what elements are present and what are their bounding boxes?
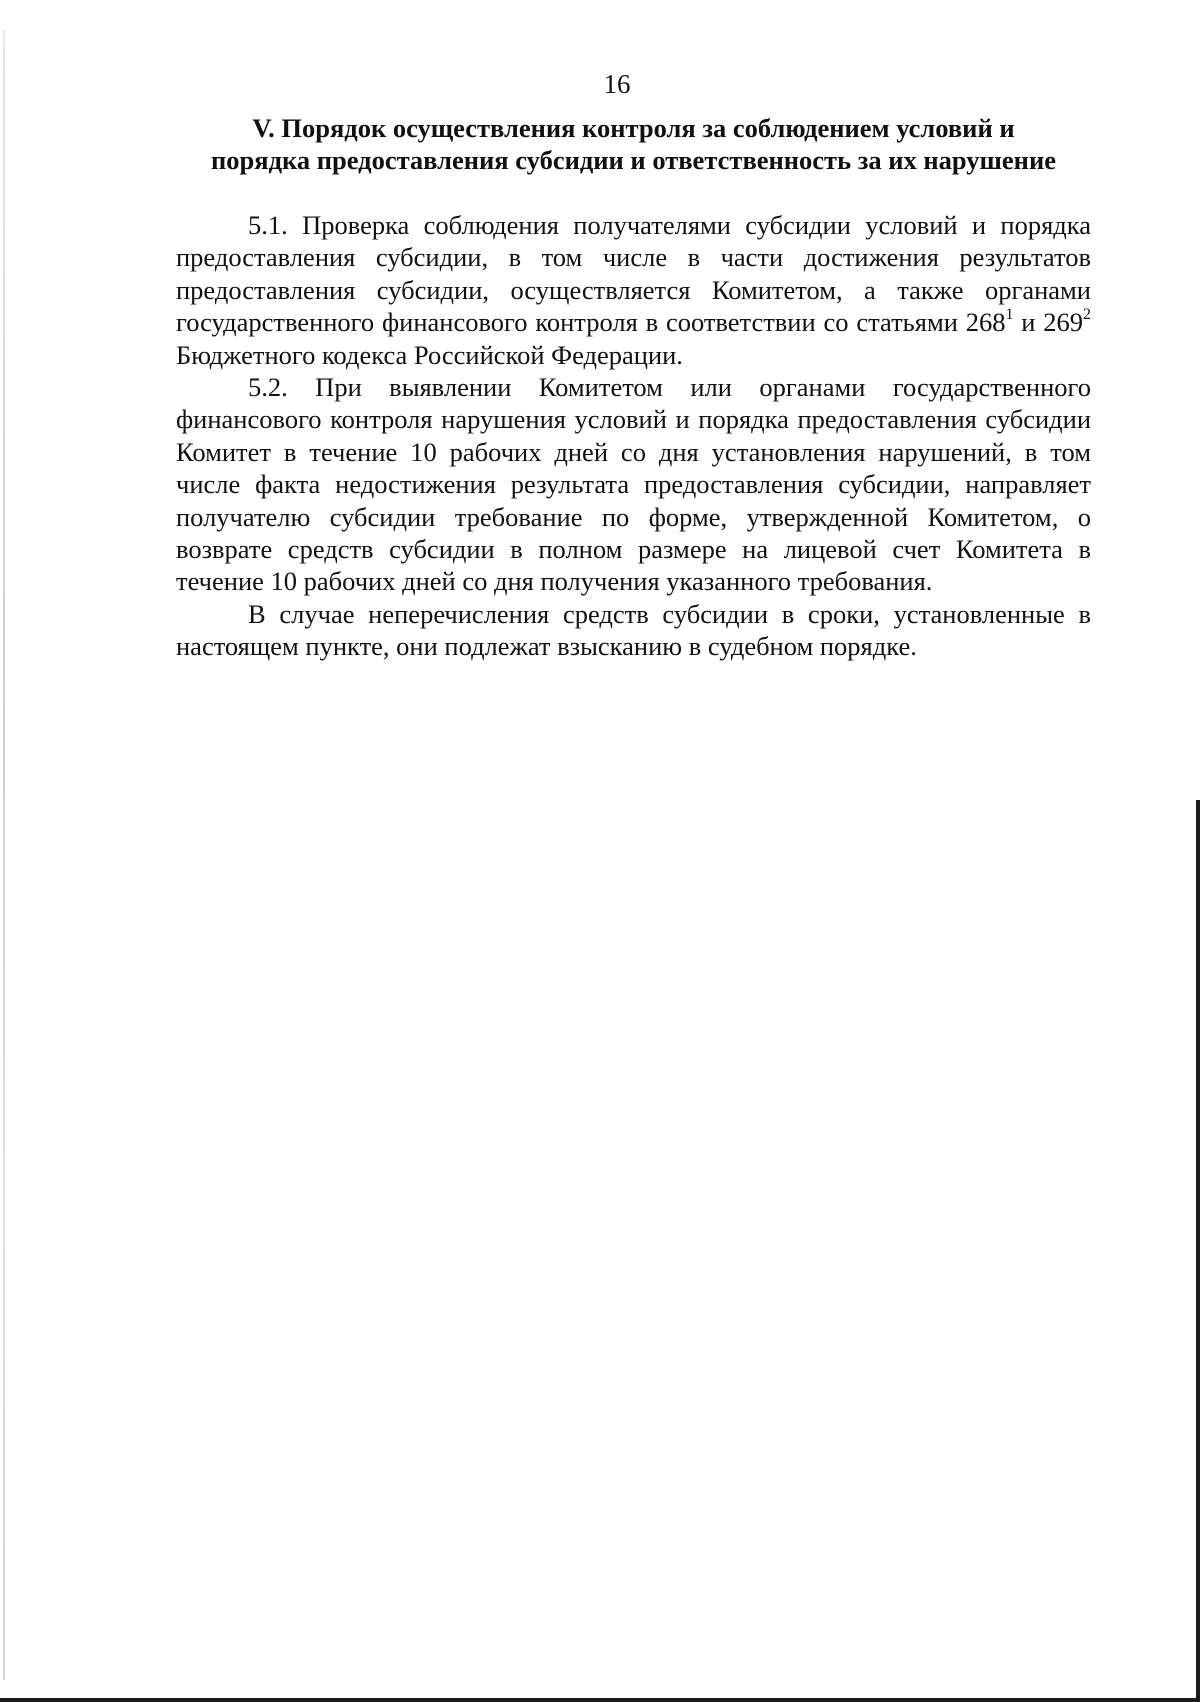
- paragraph-5-1: [176, 209, 1091, 371]
- scan-edge-bottom: [0, 1698, 1200, 1702]
- section-title: [176, 112, 1091, 176]
- section-title-line-1: V. Порядок осуществления контроля за соблюдением условий и: [252, 113, 1015, 143]
- page-number: 16: [603, 69, 631, 99]
- scan-edge-left: [3, 30, 5, 1680]
- paragraph-5-2: 5.2. При выявлении Комитетом или органами государственного финансового контроля нарушения условий и порядка предоставления субсидии Комитет в течение 10 рабочих дней со дня установления нарушений, в том числе факта недостижения результата предоставления субсидии, направляет получателю субсидии требование по форме, утвержденной Комитетом, о возврате средств субсидии в полном размере на лицевой счет Комитета в течение 10 рабочих дней со дня получения указанного требования.: [176, 372, 1091, 597]
- paragraph-5-1-end: Бюджетного кодекса Российской Федерации.: [176, 339, 683, 370]
- scan-edge-right: [1196, 800, 1200, 1702]
- superscript-2: 2: [1083, 306, 1091, 324]
- paragraph-non-transfer: В случае неперечисления средств субсидии в сроки, установленные в настоящем пункте, они подлежат взысканию в судебном порядке.: [176, 598, 1091, 662]
- section-title-line-2: порядка предоставления субсидии и ответственность за их нарушение: [211, 145, 1056, 175]
- superscript-1: 1: [1005, 306, 1014, 324]
- document-body: [176, 112, 1091, 663]
- section-text: [176, 209, 1091, 663]
- paragraph-5-1-text: 5.1. Проверка соблюдения получателями субсидии условий и порядка предоставления субсидии, в том числе в части достижения результатов предоставления субсидии, осуществляется Комитетом, а также органами государственного финансового контроля в соответствии со статьями 268: [176, 210, 1091, 338]
- paragraph-5-1-mid: и 269: [1013, 307, 1084, 338]
